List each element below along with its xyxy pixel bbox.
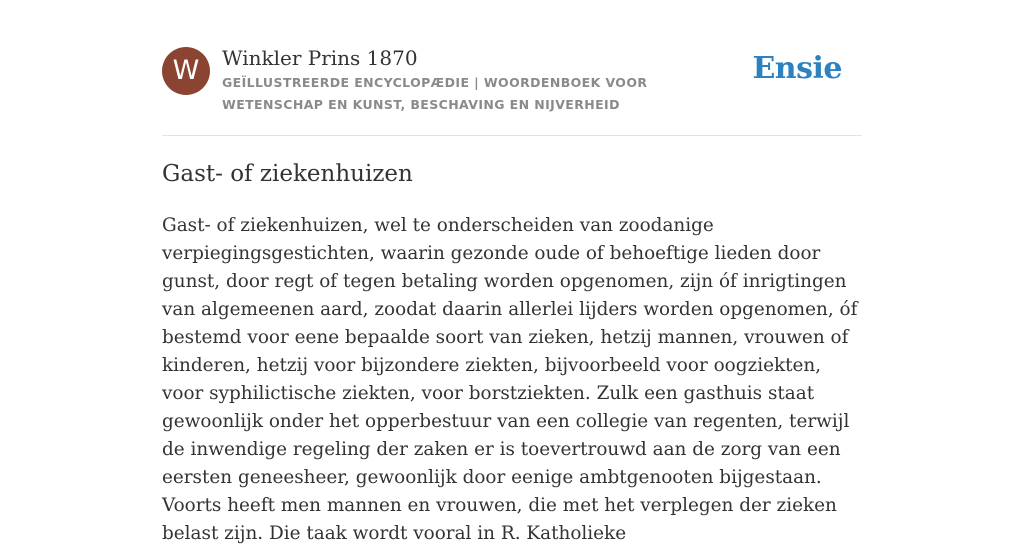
book-avatar[interactable]: W [162,47,210,95]
ensie-logo-link[interactable]: Ensie [752,51,842,86]
entry-body: Gast- of ziekenhuizen, wel te onderscheiden van zoodanige verpiegingsgestichten, waarin gezonde oude of behoeftige lieden door gunst, door regt of tegen betaling worden opgenomen, zijn óf inrigtingen van algemeenen aard, zoodat daarin allerlei lijders worden opgenomen, óf bestemd voor eene bepaalde soort van zieken, hetzij mannen, vrouwen of kinderen, hetzij voor bijzondere ziekten, bijvoorbeeld voor oogziekten, voor syphilictische ziekten, voor borstziekten. Zulk een gasthuis staat gewoonlijk onder het opperbestuur van een collegie van regenten, terwijl de inwendige regeling der zaken er is toevertrouwd aan de zorg van een eersten geneesheer, gewoonlijk door eenige ambtgenooten bijgestaan. Voorts heeft men mannen en vrouwen, die met het verplegen der zieken belast zijn. Die taak wordt vooral in R. Katholieke [162,215,858,544]
entry-title: Gast- of ziekenhuizen [162,161,413,187]
header-divider [162,135,862,136]
book-title[interactable]: Winkler Prins 1870 [222,46,418,70]
book-subtitle: GEÏLLUSTREERDE ENCYCLOPÆDIE | WOORDENBOEK VOOR WETENSCHAP EN KUNST, BESCHAVING EN NIJVERHEID [222,75,648,112]
book-header [162,45,862,135]
